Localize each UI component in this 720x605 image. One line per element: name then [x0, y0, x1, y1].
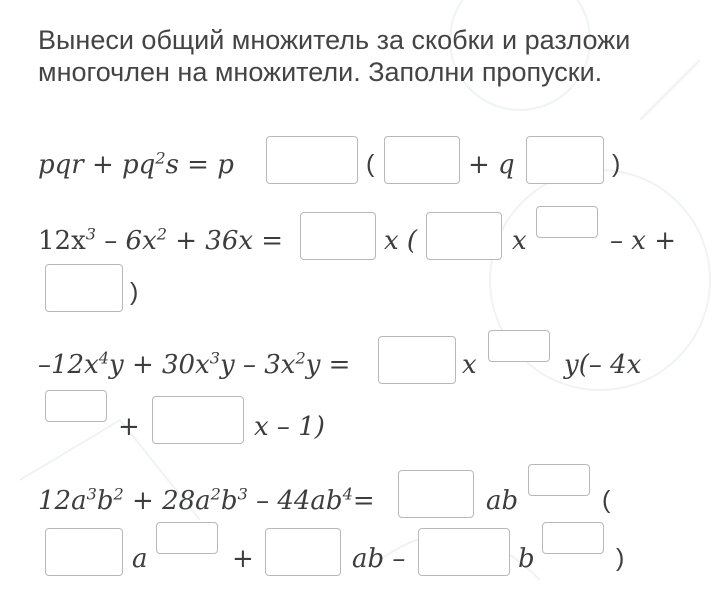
eq1-open-paren: (	[366, 150, 375, 178]
eq4-ab-minus: ab –	[352, 544, 406, 574]
eq4-blank-3[interactable]	[265, 528, 341, 576]
eq4-open-paren: (	[602, 486, 611, 514]
eq3-plus: +	[118, 412, 140, 442]
eq4-lhs: $12a^3b^2 + 28a^2b^3 - 44ab^4=$	[38, 484, 375, 516]
eq4-blank-4[interactable]	[418, 528, 510, 576]
eq2-blank-3[interactable]	[45, 264, 123, 312]
eq2-minus-x-plus: – x +	[610, 226, 676, 256]
eq4-ab: ab	[486, 486, 519, 516]
eq4-blank-exponent-1[interactable]	[528, 464, 590, 496]
eq4-close-paren: )	[616, 544, 625, 572]
eq3-y-paren: y(– 4x	[564, 350, 642, 380]
instruction-text: Вынеси общий множитель за скобки и разложи многочлен на множители. Заполни пропуски.	[38, 25, 631, 87]
eq2-x: x	[512, 226, 527, 256]
eq2-blank-exponent[interactable]	[536, 206, 598, 238]
eq1-blank-2[interactable]	[384, 136, 460, 184]
eq4-blank-exponent-3[interactable]	[542, 522, 604, 554]
eq3-blank-exponent[interactable]	[488, 330, 550, 362]
eq2-lhs: $12x^3 - 6x^2 + 36x$ =	[38, 224, 284, 256]
eq4-blank-1[interactable]	[398, 470, 474, 518]
eq3-x-minus-1: x – 1)	[254, 412, 325, 442]
eq3-x: x	[462, 350, 477, 380]
eq4-a: a	[132, 544, 148, 574]
eq1-blank-3[interactable]	[526, 136, 604, 184]
eq1-close-paren: )	[612, 150, 621, 178]
eq4-blank-exponent-2[interactable]	[156, 522, 218, 554]
eq3-blank-2[interactable]	[152, 396, 244, 444]
eq4-plus: +	[232, 544, 254, 574]
eq4-blank-2[interactable]	[45, 528, 123, 576]
eq1-plus-q: + q	[468, 150, 515, 180]
eq2-blank-2[interactable]	[426, 212, 502, 260]
eq2-close-paren: )	[130, 278, 139, 306]
eq3-lhs: $-12x^4y + 30x^3y - 3x^2y$ =	[38, 348, 351, 380]
eq1-lhs: pqr + $pq^2s = p$	[38, 148, 234, 180]
eq4-b: b	[518, 544, 535, 574]
eq2-x-paren: x (	[384, 226, 418, 256]
eq2-blank-1[interactable]	[300, 212, 376, 260]
eq3-blank-1[interactable]	[378, 336, 456, 384]
eq1-blank-1[interactable]	[266, 136, 358, 184]
eq3-blank-exponent-2[interactable]	[45, 390, 107, 422]
